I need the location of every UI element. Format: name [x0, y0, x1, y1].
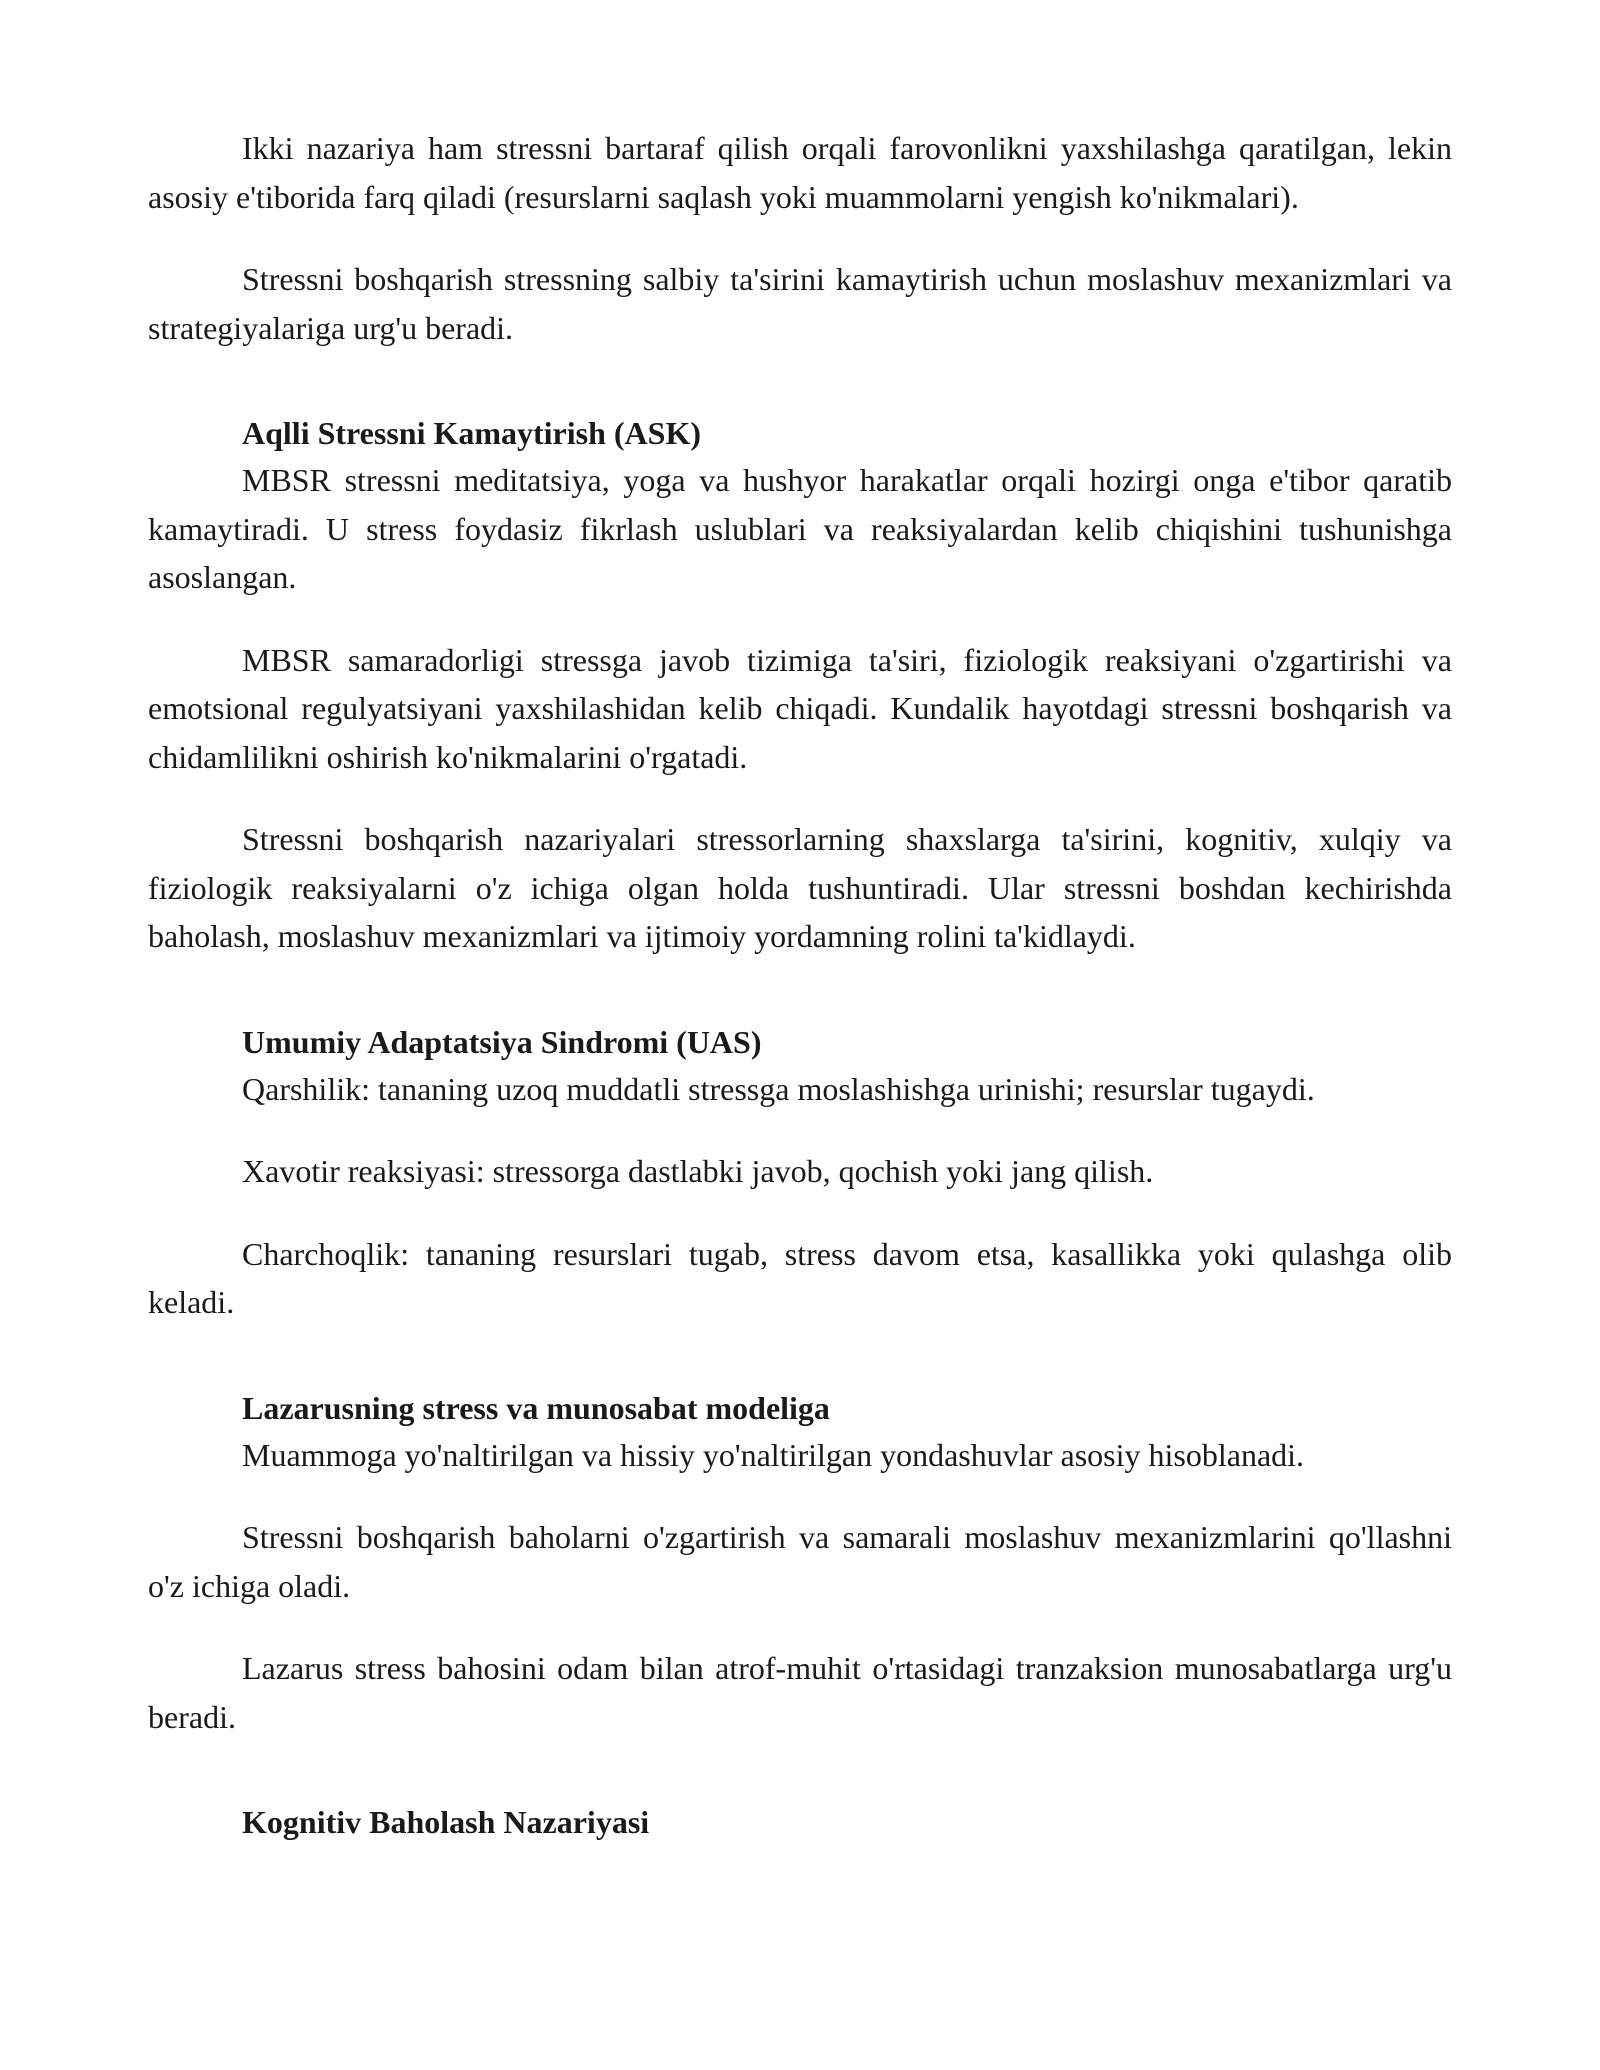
lazarus-paragraph-2: Stressni boshqarish baholarni o'zgartirish va samarali moslashuv mexanizmlarini qo'llashni o'z ichiga oladi.: [148, 1519, 1452, 1604]
ask-paragraph-2: MBSR samaradorligi stressga javob tizimiga ta'siri, fiziologik reaksiyani o'zgartirishi va emotsional regulyatsiyani yaxshilashidan kelib chiqadi. Kundalik hayotdagi stressni boshqarish va chidamlilikni oshirish ko'nikmalarini o'rgatadi.: [148, 641, 1452, 775]
uas-paragraph-1: Qarshilik: tananing uzoq muddatli stressga moslashishga urinishi; resurslar tugaydi.: [242, 1070, 1315, 1107]
section-heading-ask: Aqlli Stressni Kamaytirish (ASK): [242, 415, 701, 451]
section-heading-kognitiv: Kognitiv Baholash Nazariyasi: [242, 1804, 650, 1840]
section-heading-uas: Umumiy Adaptatsiya Sindromi (UAS): [242, 1023, 762, 1060]
intro-paragraph-1: Ikki nazariya ham stressni bartaraf qilish orqali farovonlikni yaxshilashga qaratilgan, lekin asosiy e'tiborida farq qiladi (resurslarni saqlash yoki muammolarni yengish ko'nikmalari).: [148, 130, 1452, 215]
lazarus-paragraph-3: Lazarus stress bahosini odam bilan atrof-muhit o'rtasidagi tranzaksion munosabatlarga urg'u beradi.: [148, 1650, 1452, 1735]
uas-paragraph-3: Charchoqlik: tananing resurslari tugab, stress davom etsa, kasallikka yoki qulashga olib keladi.: [148, 1235, 1452, 1320]
intro-paragraph-2: Stressni boshqarish stressning salbiy ta'sirini kamaytirish uchun moslashuv mexanizmlari va strategiyalariga urg'u beradi.: [148, 261, 1452, 346]
section-heading-lazarus: Lazarusning stress va munosabat modeliga: [242, 1389, 830, 1426]
uas-paragraph-2: Xavotir reaksiyasi: stressorga dastlabki javob, qochish yoki jang qilish.: [242, 1153, 1154, 1189]
lazarus-paragraph-1: Muammoga yo'naltirilgan va hissiy yo'naltirilgan yondashuvlar asosiy hisoblanadi.: [242, 1436, 1305, 1473]
ask-paragraph-1: MBSR stressni meditatsiya, yoga va hushyor harakatlar orqali hozirgi onga e'tibor qaratib kamaytiradi. U stress foydasiz fikrlash uslublari va reaksiyalardan kelib chiqishini tushunishga asoslangan.: [148, 462, 1452, 595]
document-page: [148, 124, 1452, 1845]
ask-paragraph-3: Stressni boshqarish nazariyalari stressorlarning shaxslarga ta'sirini, kognitiv, xulqiy va fiziologik reaksiyalarni o'z ichiga olgan holda tushuntiradi. Ular stressni boshdan kechirishda baholash, moslashuv mexanizmlari va ijtimoiy yordamning rolini ta'kidlaydi.: [148, 821, 1452, 954]
